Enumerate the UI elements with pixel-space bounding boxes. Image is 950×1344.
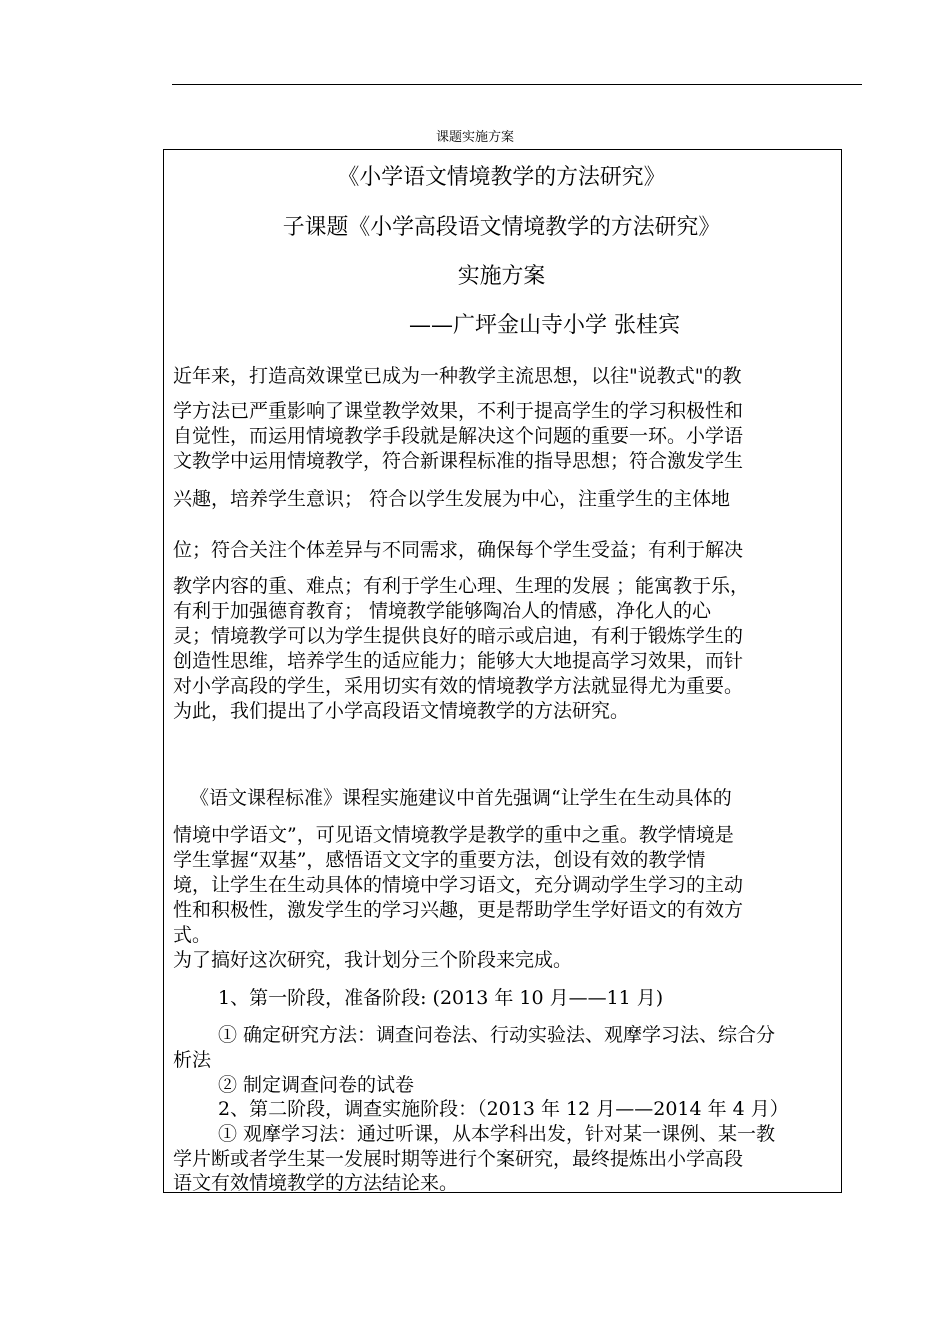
- content-frame: [163, 149, 842, 1193]
- para1-line: 位；符合关注个体差异与不同需求，确保每个学生受益；有利于解决: [173, 539, 744, 561]
- para2-line: 为了搞好这次研究，我计划分三个阶段来完成。: [173, 949, 573, 971]
- page-header: 课题实施方案: [435, 130, 514, 145]
- para1-line: 自觉性，而运用情境教学手段就是解决这个问题的重要一环。小学语: [173, 425, 744, 447]
- header-rule: [172, 84, 862, 85]
- subtitle: 子课题《小学高段语文情境教学的方法研究》: [282, 215, 721, 240]
- para1-line: 学方法已严重影响了课堂教学效果，不利于提高学生的学习积极性和: [173, 400, 744, 422]
- para2-line: 性和积极性，激发学生的学习兴趣，更是帮助学生学好语文的有效方: [173, 899, 744, 921]
- para1-line: 灵；情境教学可以为学生提供良好的暗示或启迪，有利于锻炼学生的: [173, 625, 744, 647]
- para1-line: 文教学中运用情境教学，符合新课程标准的指导思想；符合激发学生: [173, 450, 744, 472]
- phase-2-item: 学片断或者学生某一发展时期等进行个案研究，最终提炼出小学高段: [173, 1148, 744, 1170]
- para1-line: 有利于加强德育教育； 情境教学能够陶冶人的情感，净化人的心: [173, 600, 712, 622]
- para1-line: 教学内容的重、难点；有利于学生心理、生理的发展 ；能寓教于乐，: [173, 575, 750, 597]
- para2-line: 学生掌握“双基”，感悟语文文字的重要方法，创设有效的教学情: [173, 849, 706, 871]
- author-line: ——广坪金山寺小学 张桂宾: [409, 313, 680, 338]
- para2-line: 情境中学语文”，可见语文情境教学是教学的重中之重。教学情境是: [173, 824, 734, 846]
- phase-2-item: ① 观摩学习法：通过听课，从本学科出发，针对某一课例、某一教: [218, 1123, 776, 1145]
- phase-2-heading: 2、第二阶段，调查实施阶段：（2013 年 12 月——2014 年 4 月）: [218, 1098, 789, 1120]
- para2-line: 《语文课程标准》课程实施建议中首先强调“让学生在生动具体的: [190, 787, 732, 809]
- phase-1-item: 析法: [173, 1049, 212, 1071]
- para1-line: 近年来，打造高效课堂已成为一种教学主流思想，以往"说教式"的教: [173, 365, 742, 387]
- phase-1-heading: 1、第一阶段，准备阶段: (2013 年 10 月——11 月): [218, 987, 664, 1009]
- main-title: 《小学语文情境教学的方法研究》: [337, 165, 666, 190]
- para2-line: 境，让学生在生动具体的情境中学习语文，充分调动学生学习的主动: [173, 874, 744, 896]
- plan-title: 实施方案: [457, 264, 546, 289]
- para1-line: 为此，我们提出了小学高段语文情境教学的方法研究。: [173, 700, 630, 722]
- phase-1-item: ① 确定研究方法：调查问卷法、行动实验法、观摩学习法、综合分: [218, 1024, 776, 1046]
- para1-line: 兴趣，培养学生意识； 符合以学生发展为中心，注重学生的主体地: [173, 488, 731, 510]
- para1-line: 创造性思维，培养学生的适应能力；能够大大地提高学习效果，而针: [173, 650, 744, 672]
- phase-2-item: 语文有效情境教学的方法结论来。: [173, 1172, 459, 1194]
- phase-1-item: ② 制定调查问卷的试卷: [218, 1074, 415, 1096]
- para1-line: 对小学高段的学生，采用切实有效的情境教学方法就显得尤为重要。: [173, 675, 744, 697]
- para2-line: 式。: [173, 924, 212, 946]
